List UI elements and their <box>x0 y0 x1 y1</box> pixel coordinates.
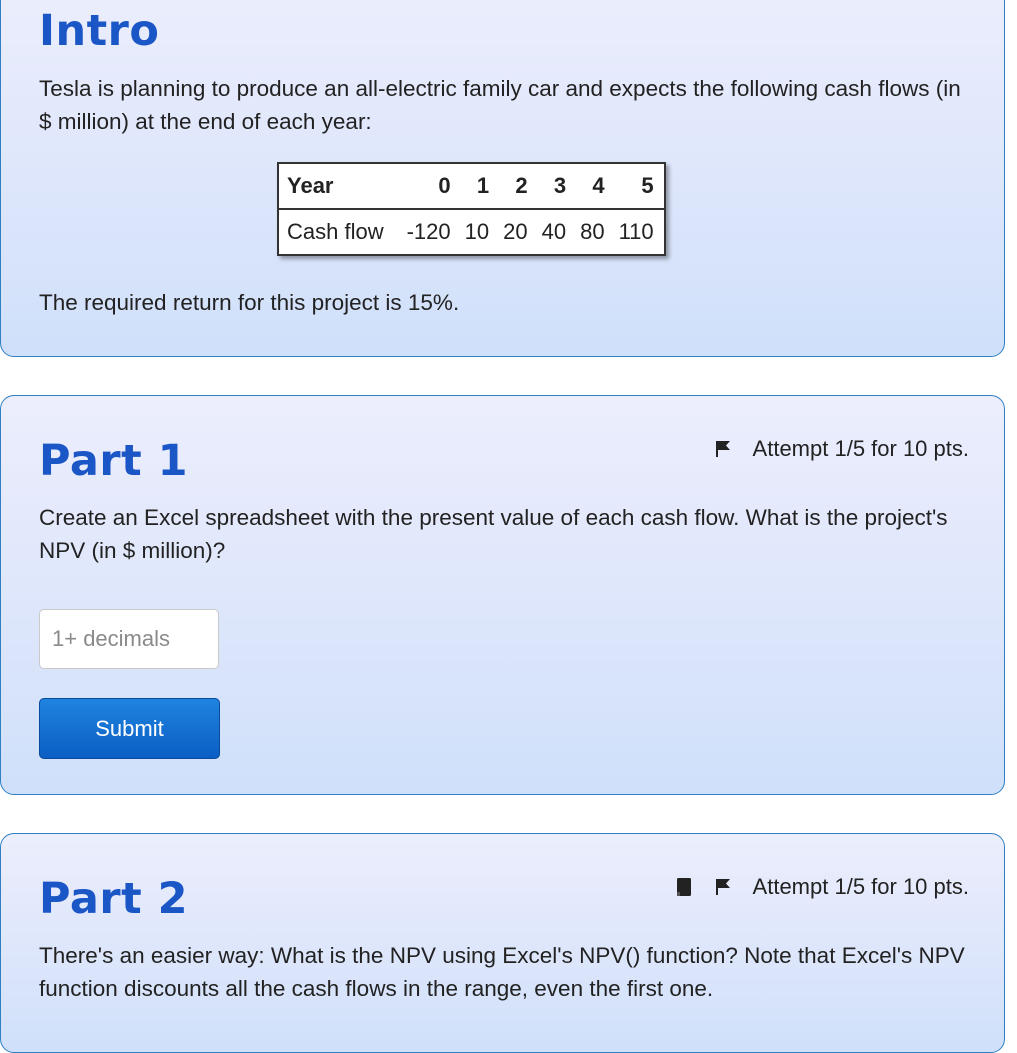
intro-card <box>0 0 1005 357</box>
part2-attempt-text: Attempt 1/5 for 10 pts. <box>752 874 969 899</box>
submit-button[interactable]: Submit <box>39 698 220 759</box>
table-header-cell: 4 <box>573 163 611 209</box>
table-cell: 80 <box>580 219 605 244</box>
table-cell: 40 <box>541 219 567 244</box>
cash-flow-table <box>277 162 666 256</box>
table-header-cell: 0 <box>400 163 458 209</box>
intro-text: Tesla is planning to produce an all-electric family car and expects the following cash flows (in $ million) at the end of each year: <box>39 76 961 134</box>
part1-attempt-info <box>715 436 969 462</box>
part2-heading: Part 2 <box>39 874 189 924</box>
table-header-cell: 3 <box>535 163 573 209</box>
part2-card <box>0 833 1005 1053</box>
book-icon[interactable] <box>675 877 693 897</box>
answer-input[interactable] <box>39 609 219 669</box>
table-header-row <box>278 163 665 209</box>
part1-heading: Part 1 <box>39 436 189 486</box>
table-header-cell: 2 <box>496 163 534 209</box>
table-header-year: Year <box>278 163 400 209</box>
table-row <box>278 209 665 255</box>
table-cell: -120 <box>406 219 451 244</box>
part1-question: Create an Excel spreadsheet with the present value of each cash flow. What is the project's NPV (in $ million)? <box>39 505 948 563</box>
flag-icon[interactable] <box>715 878 731 896</box>
part1-card <box>0 395 1005 795</box>
table-cell: 10 <box>464 219 490 244</box>
part2-question: There's an easier way: What is the NPV using Excel's NPV() function? Note that Excel's NPV function discounts all the cash flows in the range, even the first one. <box>39 943 965 1001</box>
table-header-cell: 1 <box>458 163 496 209</box>
part2-attempt-info <box>675 874 969 900</box>
table-cell: 110 <box>618 219 654 244</box>
intro-heading: Intro <box>39 6 160 56</box>
table-header-cell: 5 <box>612 163 665 209</box>
table-row-label: Cash flow <box>287 219 384 244</box>
part1-attempt-text: Attempt 1/5 for 10 pts. <box>752 436 969 461</box>
flag-icon[interactable] <box>715 440 731 458</box>
required-return-text: The required return for this project is 15%. <box>39 290 460 315</box>
table-cell: 20 <box>503 219 528 244</box>
